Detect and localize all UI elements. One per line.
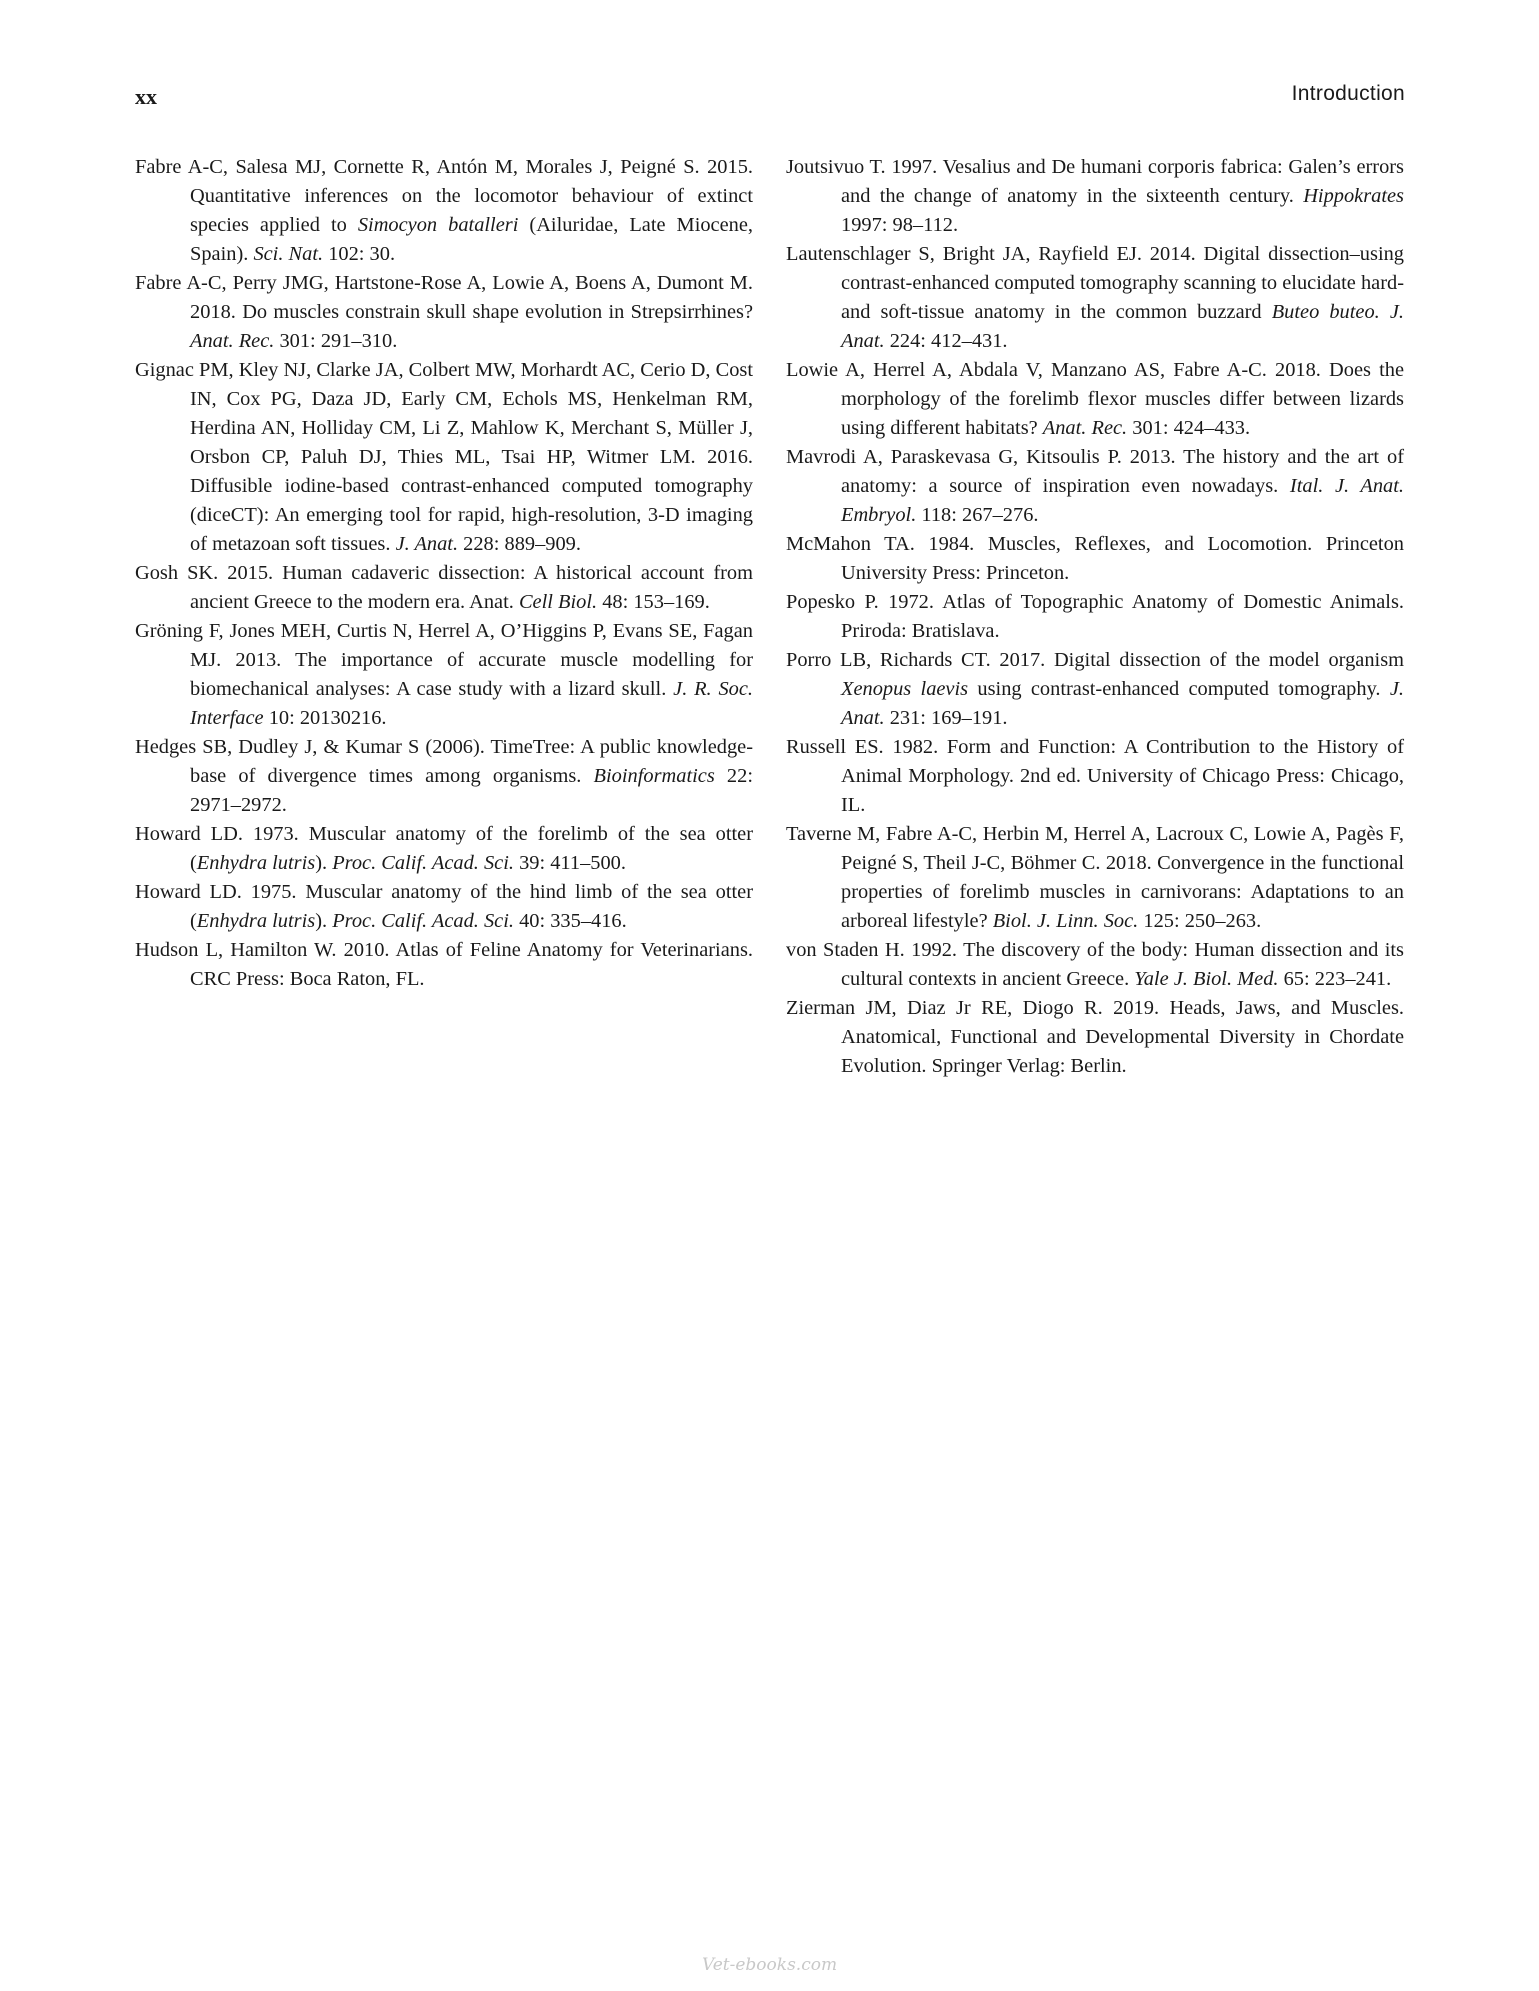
page-number: xx: [135, 84, 157, 109]
reference-text: (Ailuridae, Late Miocene, Spain).: [190, 214, 753, 265]
reference-entry: [786, 356, 1404, 443]
reference-text: 48: 153–169.: [597, 591, 710, 613]
reference-entry: [786, 936, 1404, 994]
reference-italic-text: J. Anat.: [841, 678, 1404, 729]
reference-text: 118: 267–276.: [916, 504, 1039, 526]
reference-italic-text: Simocyon batalleri: [357, 214, 519, 236]
reference-text: 10: 20130216.: [263, 707, 387, 729]
reference-italic-text: Proc. Calif. Acad. Sci.: [332, 852, 514, 874]
reference-entry: [135, 559, 753, 617]
reference-entry: [786, 994, 1404, 1081]
reference-italic-text: Sci. Nat.: [253, 243, 324, 265]
reference-text: Howard LD. 1975. Muscular anatomy of the hind limb of the sea otter (: [135, 881, 753, 932]
reference-text: Gröning F, Jones MEH, Curtis N, Herrel A, O’Higgins P, Evans SE, Fagan MJ. 2013. The importance of accurate muscle modelling for biomechanical analyses: A case study with a lizard skull.: [135, 620, 753, 700]
reference-text: McMahon TA. 1984. Muscles, Reflexes, and Locomotion. Princeton University Press: Princeton.: [786, 533, 1404, 584]
reference-text: Hudson L, Hamilton W. 2010. Atlas of Feline Anatomy for Veterinarians. CRC Press: Boca Raton, FL.: [135, 939, 753, 990]
reference-text: Zierman JM, Diaz Jr RE, Diogo R. 2019. Heads, Jaws, and Muscles. Anatomical, Functional and Developmental Diversity in Chordate Evolution. Springer Verlag: Berlin.: [786, 997, 1404, 1077]
reference-entry: [135, 617, 753, 733]
reference-text: Popesko P. 1972. Atlas of Topographic Anatomy of Domestic Animals. Priroda: Bratislava.: [786, 591, 1404, 642]
reference-text: 40: 335–416.: [513, 910, 627, 932]
reference-italic-text: Xenopus laevis: [841, 678, 969, 700]
references-column-left: [135, 153, 753, 994]
reference-text: ).: [315, 852, 333, 874]
reference-italic-text: Proc. Calif. Acad. Sci.: [332, 910, 514, 932]
reference-text: ).: [315, 910, 333, 932]
reference-entry: [786, 443, 1404, 530]
reference-italic-text: Biol. J. Linn. Soc.: [992, 910, 1139, 932]
reference-italic-text: Bioinformatics: [593, 765, 715, 787]
reference-entry: [786, 733, 1404, 820]
reference-text: Gignac PM, Kley NJ, Clarke JA, Colbert MW, Morhardt AC, Cerio D, Cost IN, Cox PG, Daza JD, Early CM, Echols MS, Henkelman RM, Herdina AN, Holliday CM, Li Z, Mahlow K, Merchant S, Müller J, Orsbon CP, Paluh DJ, Thies ML, Tsai HP, Witmer LM. 2016. Diffusible iodine-based contrast-enhanced computed tomography (diceCT): An emerging tool for rapid, high-resolution, 3-D imaging of metazoan soft tissues.: [135, 359, 753, 555]
reference-text: Russell ES. 1982. Form and Function: A Contribution to the History of Animal Morphology. 2nd ed. University of Chicago Press: Chicago, IL.: [786, 736, 1404, 816]
reference-text: von Staden H. 1992. The discovery of the body: Human dissection and its cultural contexts in ancient Greece.: [786, 939, 1404, 990]
reference-italic-text: J. R. Soc. Interface: [190, 678, 753, 729]
reference-entry: [135, 733, 753, 820]
watermark-logo: [700, 1948, 870, 1978]
reference-italic-text: J. Anat.: [395, 533, 459, 555]
reference-text: 301: 424–433.: [1127, 417, 1251, 439]
reference-entry: [135, 936, 753, 994]
reference-text: 228: 889–909.: [458, 533, 581, 555]
reference-text: 1997: 98–112.: [841, 214, 959, 236]
reference-entry: [786, 646, 1404, 733]
reference-text: Fabre A-C, Perry JMG, Hartstone-Rose A, Lowie A, Boens A, Dumont M. 2018. Do muscles constrain skull shape evolution in Strepsirrhines?: [135, 272, 753, 323]
reference-text: 102: 30.: [323, 243, 396, 265]
reference-entry: [135, 820, 753, 878]
reference-text: Mavrodi A, Paraskevasa G, Kitsoulis P. 2013. The history and the art of anatomy: a source of inspiration even nowadays.: [786, 446, 1404, 497]
reference-entry: [135, 153, 753, 269]
reference-text: Gosh SK. 2015. Human cadaveric dissection: A historical account from ancient Greece to the modern era. Anat.: [135, 562, 753, 613]
reference-text: Hedges SB, Dudley J, & Kumar S (2006). TimeTree: A public knowledge-base of divergence times among organisms.: [135, 736, 753, 787]
reference-italic-text: Enhydra lutris: [196, 852, 316, 874]
reference-italic-text: Yale J. Biol. Med.: [1134, 968, 1279, 990]
reference-text: Taverne M, Fabre A-C, Herbin M, Herrel A, Lacroux C, Lowie A, Pagès F, Peigné S, Theil J-C, Böhmer C. 2018. Convergence in the functional properties of forelimb muscles in carnivorans: Adaptations to an arboreal lifestyle?: [786, 823, 1404, 932]
running-head: Introduction: [1291, 82, 1405, 105]
reference-entry: [786, 240, 1404, 356]
reference-entry: [135, 878, 753, 936]
reference-italic-text: Anat. Rec.: [1042, 417, 1128, 439]
reference-italic-text: Hippokrates: [1303, 185, 1404, 207]
reference-text: 224: 412–431.: [884, 330, 1008, 352]
reference-text: Lautenschlager S, Bright JA, Rayfield EJ. 2014. Digital dissection–using contrast-enhanced computed tomography scanning to elucidate hard- and soft-tissue anatomy in the common buzzard: [786, 243, 1404, 323]
reference-entry: [135, 269, 753, 356]
reference-italic-text: Anat. Rec.: [190, 330, 275, 352]
reference-italic-text: Ital. J. Anat. Embryol.: [841, 475, 1404, 526]
reference-text: Lowie A, Herrel A, Abdala V, Manzano AS, Fabre A-C. 2018. Does the morphology of the forelimb flexor muscles differ between lizards using different habitats?: [786, 359, 1404, 439]
references-column-right: [786, 153, 1404, 1081]
reference-text: Porro LB, Richards CT. 2017. Digital dissection of the model organism: [786, 649, 1404, 671]
reference-text: Joutsivuo T. 1997. Vesalius and De humani corporis fabrica: Galen’s errors and the change of anatomy in the sixteenth century.: [786, 156, 1404, 207]
reference-text: 22: 2971–2972.: [190, 765, 753, 816]
reference-entry: [786, 820, 1404, 936]
reference-text: 125: 250–263.: [1138, 910, 1262, 932]
reference-text: 65: 223–241.: [1278, 968, 1392, 990]
watermark-text: Vet-ebooks.com: [702, 1955, 838, 1975]
reference-italic-text: Cell Biol.: [518, 591, 598, 613]
reference-entry: [786, 530, 1404, 588]
reference-italic-text: Buteo buteo. J. Anat.: [841, 301, 1404, 352]
reference-entry: [786, 153, 1404, 240]
reference-text: 231: 169–191.: [884, 707, 1008, 729]
reference-entry: [135, 356, 753, 559]
reference-text: Fabre A-C, Salesa MJ, Cornette R, Antón M, Morales J, Peigné S. 2015. Quantitative inferences on the locomotor behaviour of extinct species applied to: [135, 156, 753, 236]
reference-text: Howard LD. 1973. Muscular anatomy of the forelimb of the sea otter (: [135, 823, 753, 874]
reference-text: 39: 411–500.: [513, 852, 626, 874]
reference-entry: [786, 588, 1404, 646]
reference-italic-text: Enhydra lutris: [196, 910, 316, 932]
reference-text: using contrast-enhanced computed tomography.: [968, 678, 1390, 700]
reference-text: 301: 291–310.: [274, 330, 398, 352]
